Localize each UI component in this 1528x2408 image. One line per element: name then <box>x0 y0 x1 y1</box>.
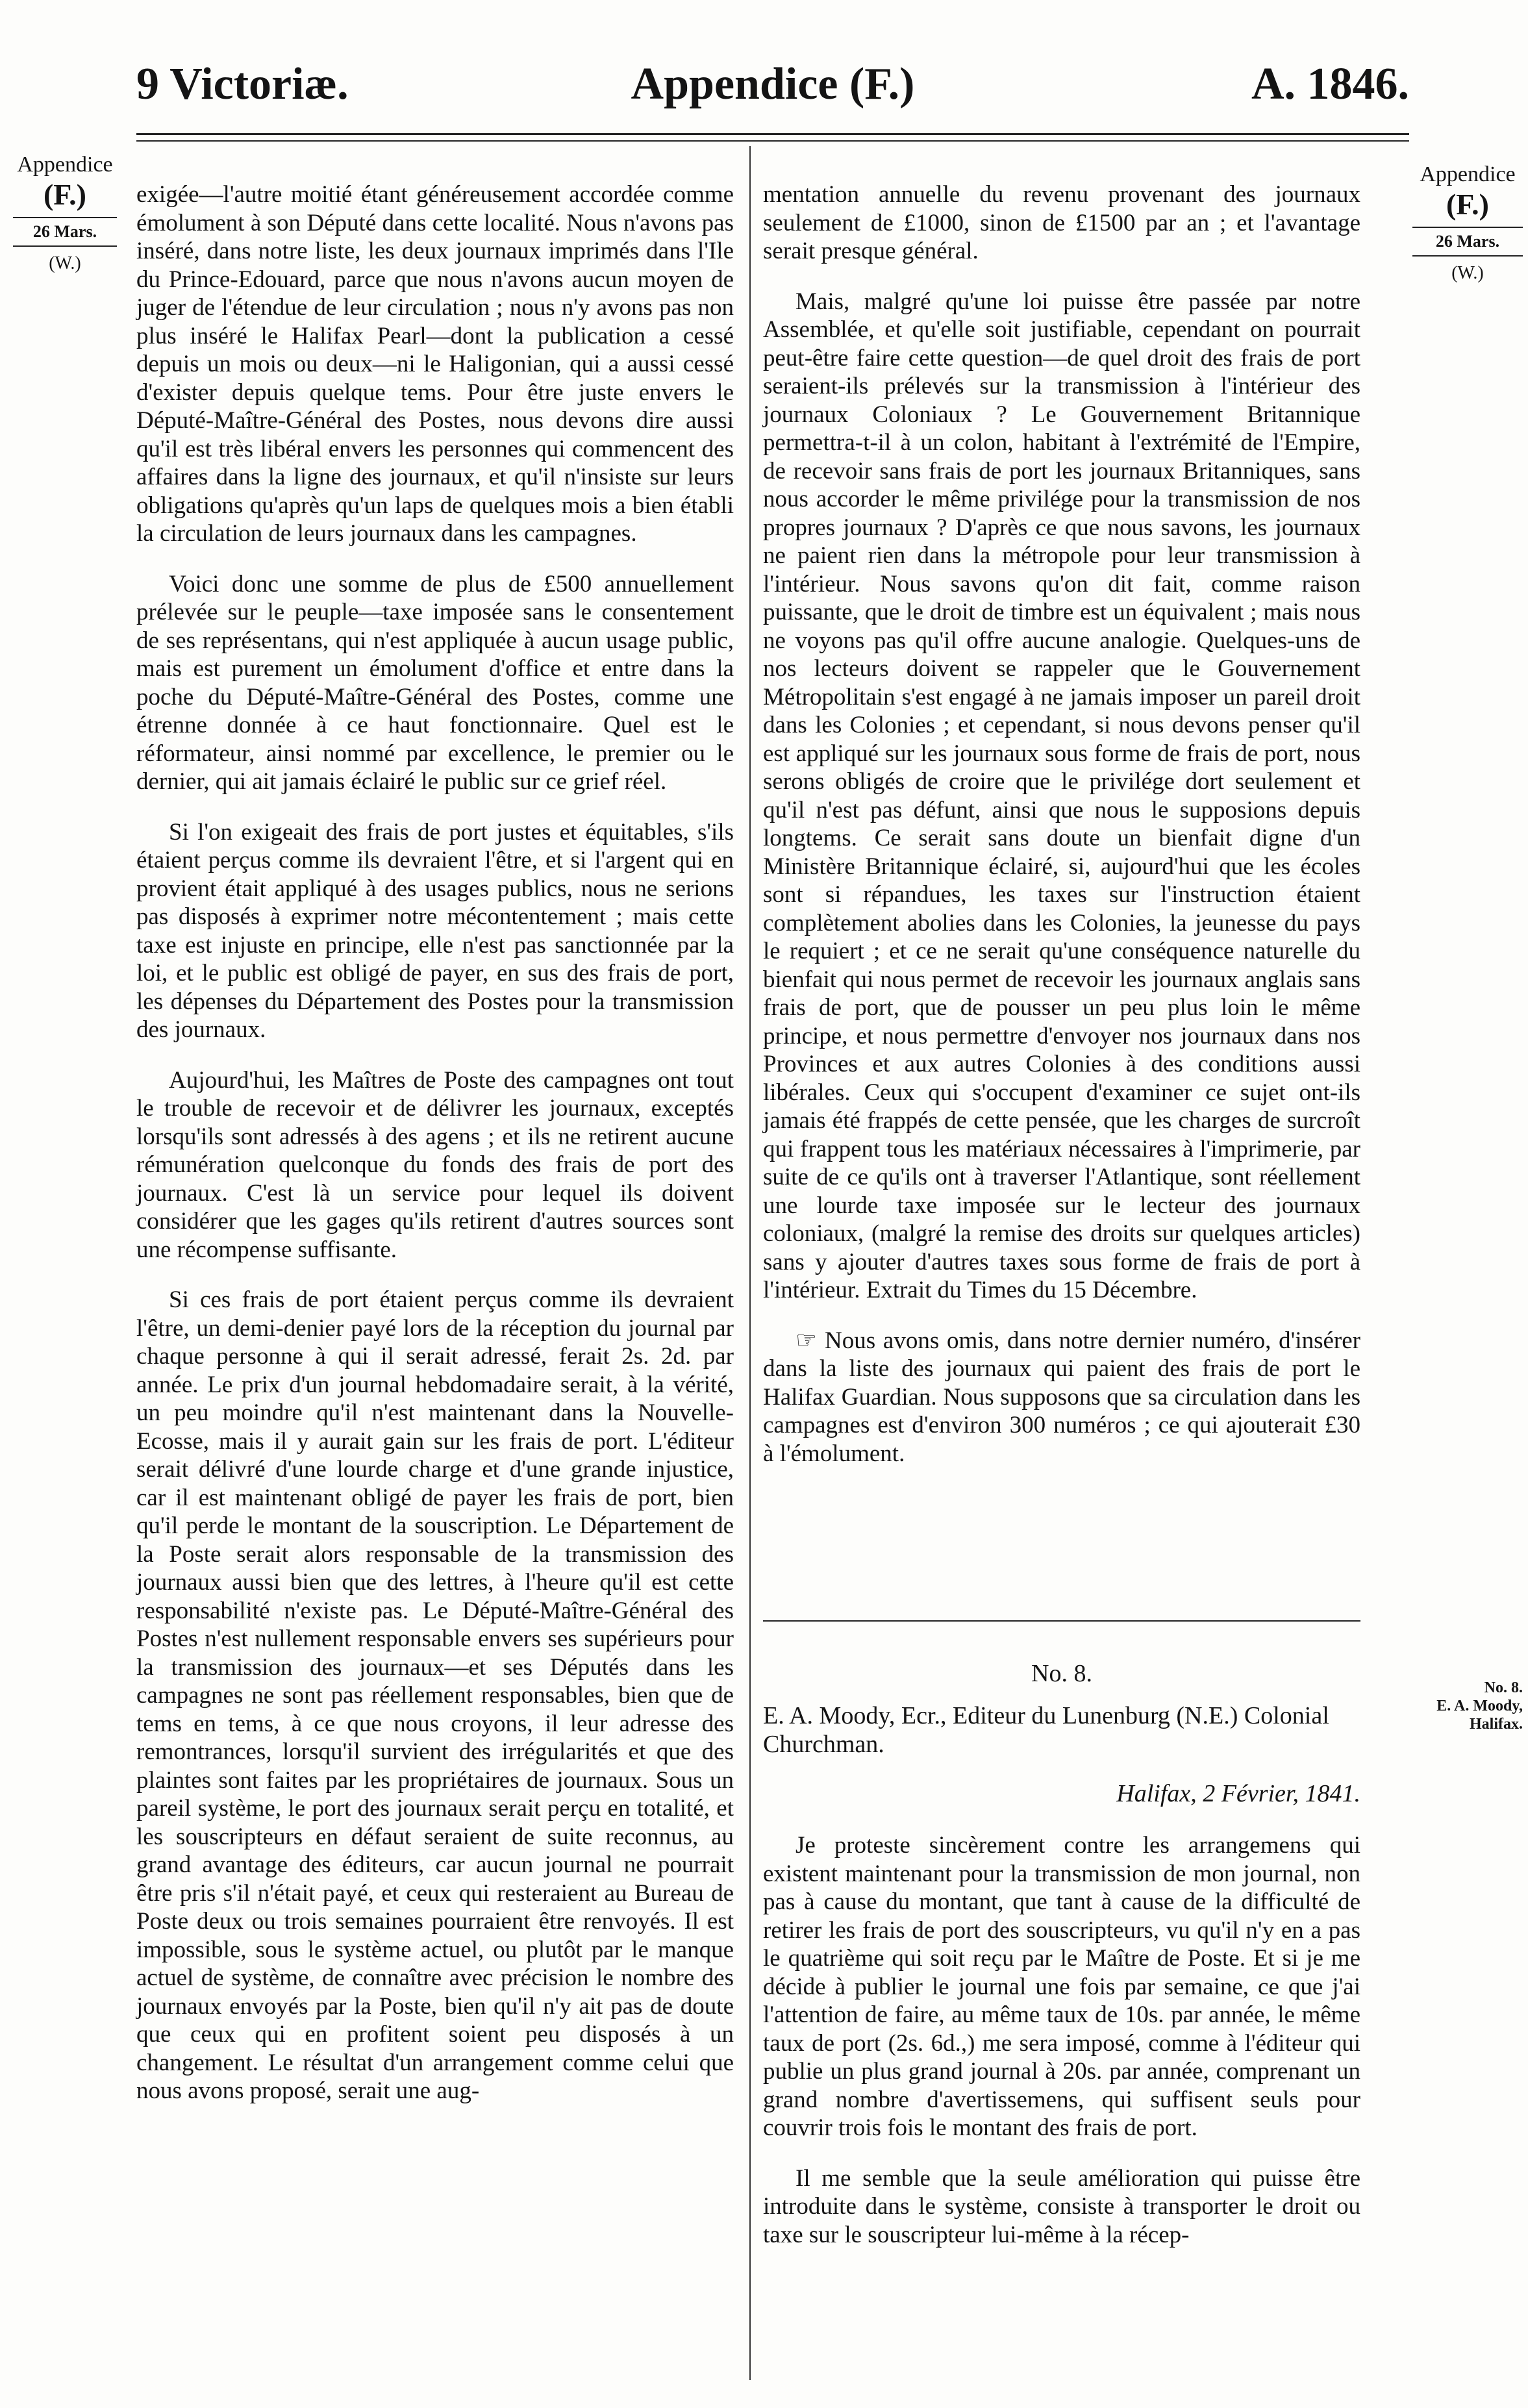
right-margin-letter-note <box>1409 1679 1523 1733</box>
right-margin-note <box>1412 162 1523 284</box>
margin-appendix-letter: (F.) <box>43 178 86 211</box>
paragraph: ☞ Nous avons omis, dans notre dernier numéro, d'insérer dans la liste des journaux qui paient des frais de port le Halifax Guardian. Nous supposons que sa circulation dans les campagnes est d'environ 300 numéros ; ce qui ajouterait £30 à l'émolument. <box>763 1327 1360 1467</box>
margin-date: 26 Mars. <box>1412 227 1523 257</box>
right-column <box>763 181 1360 1490</box>
paragraph: Si ces frais de port étaient perçus comme ils devraient l'être, un demi-denier payé lors de la réception du journal par chaque personne à qui il serait adressé, ferait 2s. 2d. par année. Le prix d'un journal hebdomadaire serait, à la vérité, un peu moindre qu'il n'est maintenant dans la Nouvelle-Ecosse, mais il y aurait gain sur les frais de port. L'éditeur serait délivré d'une lourde charge et d'une grande injustice, car il est maintenant obligé de payer les frais de port, bien qu'il perde le montant de la souscription. Le Département de la Poste serait alors responsable de la transmission des journaux aussi bien que des lettres, à l'heure qu'il est cette responsabilité n'existe pas. Le Député-Maître-Général des Postes n'est nullement responsable envers ses supérieurs pour la transmission des journaux—et ses Députés dans les campagnes ne sont pas réellement responsables, bien que de tems en tems, à ce que nous croyons, il leur adresse des remontrances, lorsqu'il survient des irrégularités et que des plaintes sont faites par les propriétaires de journaux. Sous un pareil système, le port des journaux serait perçu en totalité, et les souscripteurs en défaut seraient de suite reconnus, au grand avantage des éditeurs, car aucun journal ne pourrait être pris s'il n'était payé, et ceux qui resteraient au Bureau de Poste deux ou trois semaines pourraient être renvoyés. Il est impossible, sous le système actuel, ou plutôt par le manque actuel de système, de connaître avec précision le nombre des journaux envoyés par la Poste, bien qu'il n'y ait pas de doute que ceux qui en profitent soient peu disposés à un changement. Le résultat d'un arrangement comme celui que nous avons proposé, serait une aug- <box>136 1286 734 2104</box>
margin-appendix-label: Appendice <box>1420 162 1516 186</box>
document-number: No. 8. <box>1031 1660 1092 1687</box>
letter-dateline: Halifax, 2 Février, 1841. <box>1116 1780 1360 1807</box>
paragraph: mentation annuelle du revenu provenant des journaux seulement de £1000, sinon de £1500 par an ; et l'avantage serait presque général. <box>763 181 1360 264</box>
margin-letter-place: Halifax. <box>1470 1716 1523 1733</box>
paragraph: Voici donc une somme de plus de £500 annuellement prélevée sur le peuple—taxe imposée sans le consentement de ses représentans, qui n'est appliquée à aucun usage public, mais est purement un émolument d'office et entre dans la poche du Député-Maître-Général des Postes, comme une étrenne donnée à ce haut fonctionnaire. Quel est le réformateur, ainsi nommé par excellence, le premier ou le dernier, qui ait jamais éclairé le public sur ce grief réel. <box>136 570 734 795</box>
margin-appendix-label: Appendice <box>17 153 113 177</box>
left-margin-note <box>13 153 117 274</box>
letter-body <box>763 1831 1360 2271</box>
section-rule <box>763 1620 1360 1622</box>
letter-heading: E. A. Moody, Ecr., Editeur du Lunenburg (N.E.) Colonial Churchman. <box>763 1702 1329 1758</box>
margin-letter-name: E. A. Moody, <box>1436 1698 1523 1714</box>
paragraph: Mais, malgré qu'une loi puisse être passée par notre Assemblée, et qu'elle soit justifiable, cependant on pourrait peut-être faire cette question—de quel droit des frais de port seraient-ils prélevés sur la transmission à l'intérieur des journaux Coloniaux ? Le Gouvernement Britannique permettra-t-il à un colon, habitant à l'extrémité de l'Empire, de recevoir sans frais de port les journaux Britanniques, sans nous accorder le même privilége pour la transmission de nos propres journaux ? D'après ce que nous savons, les journaux ne paient rien dans la métropole pour leur transmission à l'intérieur. Nous savons qu'on dit fait, comme raison puissante, que le droit de timbre est un équivalent ; mais nous ne voyons pas qu'il offre aucune analogie. Quelques-uns de nos lecteurs doivent se rappeler que le Gouvernement Métropolitain s'est engagé à ne jamais imposer un pareil droit dans les Colonies ; et cependant, si nous devons penser qu'il est appliqué sur les journaux sous forme de frais de port, nous serons obligés de croire que le privilége dort seulement et qu'il n'est pas défunt, ainsi que nous le supposions depuis longtems. Ce serait sans doute un bienfait digne d'un Ministère Britannique éclairé, si, aujourd'hui que les écoles sont si répandues, les taxes sur l'instruction étaient complètement abolies dans les Colonies, la jeunesse du pays le requiert ; et ce ne serait qu'une conséquence naturelle du bienfait qui nous permet de recevoir les journaux anglais sans frais de port, que de pousser un peu plus loin le même principe, et nous permettre d'envoyer nos journaux dans nos Provinces et aux autres Colonies à des conditions aussi libérales. Ceux qui s'occupent d'examiner ce sujet ont-ils jamais été frappés de cette pensée, que les charges de surcroît qui frappent tous les matériaux nécessaires à l'imprimerie, par suite de ce qu'ils ont à traverser l'Atlantique, sont réellement une lourde taxe imposée sur le lecteur des journaux coloniaux, (malgré la remise des droits sur quelques articles) sans y ajouter d'autres taxes sous forme de frais de port à l'intérieur. Extrait du Times du 15 Décembre. <box>763 288 1360 1303</box>
header-regnal-year: 9 Victoriæ. <box>136 59 349 109</box>
header-year: A. 1846. <box>1251 59 1409 109</box>
paragraph: Si l'on exigeait des frais de port justes et équitables, s'ils étaient perçus comme ils devraient l'être, et si l'argent qui en provient était appliqué à des usages publics, nous ne serions pas disposés à exprimer notre mécontentement ; mais cette taxe est injuste en principe, elle n'est pas sanctionnée par la loi, et le public est obligé de payer, en sus des frais de port, les dépenses du Département des Postes pour la transmission des journaux. <box>136 818 734 1043</box>
page-header <box>136 45 1409 123</box>
paragraph: Aujourd'hui, les Maîtres de Poste des campagnes ont tout le trouble de recevoir et de délivrer les journaux, exceptés lorsqu'ils sont adressés à des agens ; et ils ne retirent aucune rémunération quelconque du fonds des frais de port des journaux. C'est là un service pour lequel ils doivent considérer que les gages qu'ils retirent d'autres sources sont une récompense suffisante. <box>136 1066 734 1263</box>
margin-letter-number: No. 8. <box>1484 1679 1523 1696</box>
header-title: Appendice (F.) <box>631 59 915 109</box>
column-divider <box>749 146 751 2380</box>
margin-date: 26 Mars. <box>13 217 117 247</box>
paragraph: exigée—l'autre moitié étant généreusement accordée comme émolument à son Député dans cette localité. Nous n'avons pas inséré, dans notre liste, les deux journaux imprimés dans l'Ile du Prince-Edouard, parce que nous n'avons aucun moyen de juger de l'étendue de leur circulation ; nous n'y avons pas non plus inséré le Halifax Pearl—dont la publication a cessé depuis un mois ou deux—ni le Haligonian, qui a aussi cessé d'exister depuis quelque tems. Pour être juste envers le Député-Maître-Général des Postes, nous devons dire aussi qu'il est très libéral envers les personnes qui commencent des affaires dans la ligne des journaux, et qu'il n'insiste sur leurs obligations qu'après qu'un laps de quelques mois a bien établi la circulation de leurs journaux dans les campagnes. <box>136 181 734 547</box>
margin-sub: (W.) <box>1451 263 1484 283</box>
left-column <box>136 181 734 2127</box>
margin-appendix-letter: (F.) <box>1446 188 1489 221</box>
header-rule <box>136 133 1409 142</box>
paragraph: Il me semble que la seule amélioration qui puisse être introduite dans le système, consiste à transporter le droit ou taxe sur le souscripteur lui-même à la récep- <box>763 2164 1360 2248</box>
paragraph: Je proteste sincèrement contre les arrangemens qui existent maintenant pour la transmission de mon journal, non pas à cause du montant, que tant à cause de la difficulté de retirer les frais de port des souscripteurs, vu qu'il n'y en a pas le quatrième qui soit reçu par le Maître de Poste. Et si je me décide à publier le journal une fois par semaine, ce que j'ai l'attention de faire, au même taux de 10s. par année, le même taux de port (2s. 6d.,) me sera imposé, comme à l'éditeur qui publie un plus grand journal à 20s. par année, comprenant un grand nombre d'avertissemens, qui suffisent seuls pour couvrir trois fois le montant des frais de port. <box>763 1832 1360 2141</box>
margin-sub: (W.) <box>49 253 81 273</box>
